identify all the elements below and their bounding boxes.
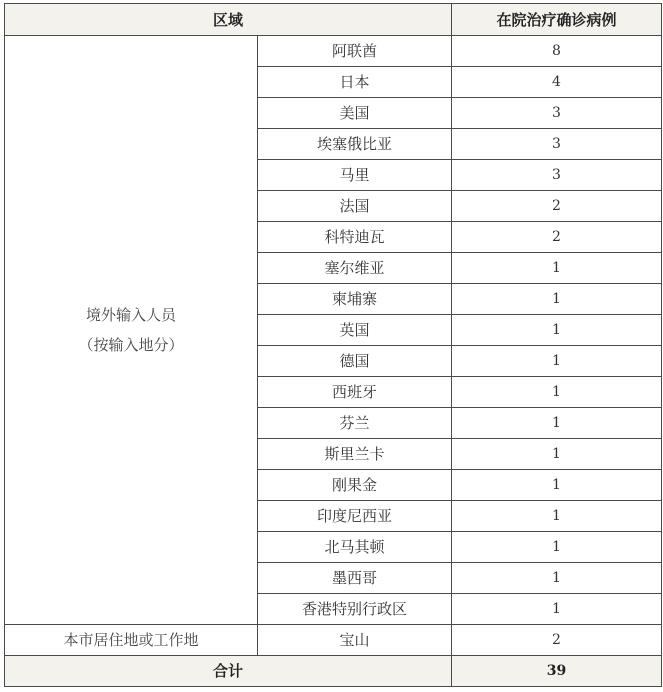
count-cell: 1 [452, 284, 662, 315]
place-cell: 柬埔寨 [258, 284, 452, 315]
count-cell: 3 [452, 160, 662, 191]
place-cell: 北马其顿 [258, 532, 452, 563]
local-row [5, 625, 662, 656]
place-cell: 科特迪瓦 [258, 222, 452, 253]
place-cell: 刚果金 [258, 470, 452, 501]
local-group-label: 本市居住地或工作地 [5, 625, 258, 656]
place-cell: 西班牙 [258, 377, 452, 408]
header-row [5, 4, 662, 36]
count-cell: 1 [452, 377, 662, 408]
place-cell: 芬兰 [258, 408, 452, 439]
count-cell: 1 [452, 532, 662, 563]
total-count: 39 [452, 656, 662, 687]
place-cell: 阿联酋 [258, 36, 452, 67]
place-cell: 埃塞俄比亚 [258, 129, 452, 160]
place-cell: 印度尼西亚 [258, 501, 452, 532]
count-cell: 2 [452, 222, 662, 253]
count-cell: 3 [452, 129, 662, 160]
place-cell: 日本 [258, 67, 452, 98]
place-cell: 英国 [258, 315, 452, 346]
place-cell: 马里 [258, 160, 452, 191]
count-cell: 1 [452, 408, 662, 439]
count-cell: 3 [452, 98, 662, 129]
cases-table [4, 3, 662, 687]
place-cell: 法国 [258, 191, 452, 222]
region-header: 区域 [5, 4, 452, 36]
total-row [5, 656, 662, 687]
count-cell: 1 [452, 346, 662, 377]
local-place: 宝山 [258, 625, 452, 656]
count-cell: 1 [452, 253, 662, 284]
count-cell: 4 [452, 67, 662, 98]
local-count: 2 [452, 625, 662, 656]
place-cell: 美国 [258, 98, 452, 129]
count-cell: 1 [452, 563, 662, 594]
imported-group-label-line1: 境外输入人员 [85, 306, 176, 324]
count-cell: 1 [452, 315, 662, 346]
count-cell: 8 [452, 36, 662, 67]
place-cell: 墨西哥 [258, 563, 452, 594]
place-cell: 斯里兰卡 [258, 439, 452, 470]
total-label: 合计 [5, 656, 452, 687]
place-cell: 香港特别行政区 [258, 594, 452, 625]
table-row [5, 36, 662, 67]
place-cell: 德国 [258, 346, 452, 377]
count-cell: 1 [452, 470, 662, 501]
count-header: 在院治疗确诊病例 [452, 4, 662, 36]
count-cell: 1 [452, 594, 662, 625]
count-cell: 2 [452, 191, 662, 222]
count-cell: 1 [452, 439, 662, 470]
imported-group-label [5, 36, 258, 625]
imported-group-label-line2: （按输入地分） [78, 336, 184, 354]
place-cell: 塞尔维亚 [258, 253, 452, 284]
count-cell: 1 [452, 501, 662, 532]
